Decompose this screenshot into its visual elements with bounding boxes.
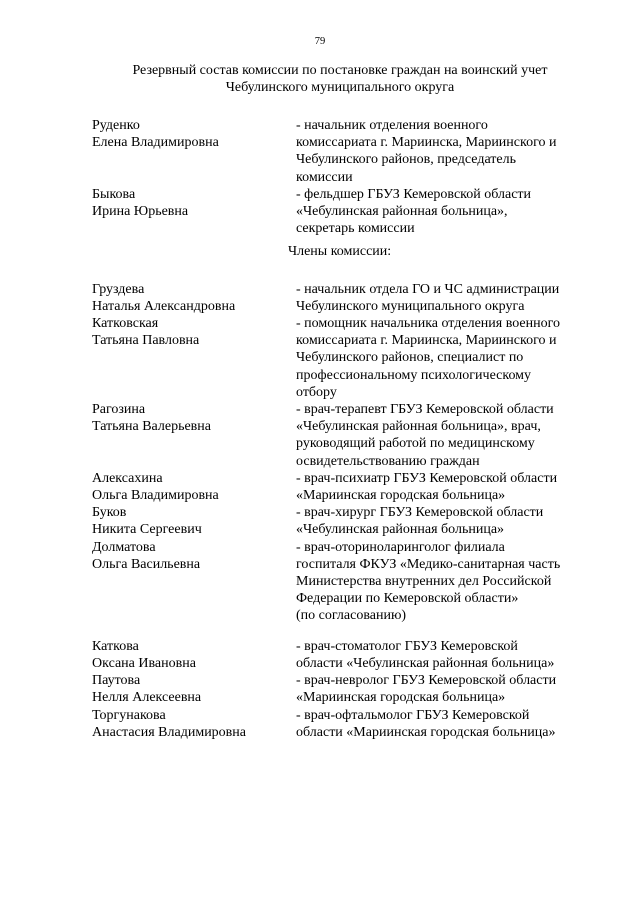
member-name: Груздева Наталья Александровна xyxy=(92,281,236,314)
member-name: Руденко Елена Владимировна xyxy=(92,118,219,151)
list-item xyxy=(92,672,592,706)
member-name: Быкова Ирина Юрьевна xyxy=(92,186,189,220)
list-item xyxy=(92,504,592,538)
member-role: - начальник отделения военного комиссариата г. Мариинска, Мариинского и Чебулинского районов, председатель комиссии xyxy=(296,118,557,185)
list-item xyxy=(92,539,592,625)
list-item xyxy=(92,117,592,186)
member-name: Рагозина Татьяна Валерьевна xyxy=(92,402,211,435)
members-heading: Члены комиссии: xyxy=(288,244,392,260)
member-role: - врач-психиатр ГБУЗ Кемеровской области «Мариинская городская больница» xyxy=(296,470,558,504)
list-item xyxy=(92,315,592,401)
title-line-1: Резервный состав комиссии по постановке граждан на воинский учет xyxy=(132,63,548,78)
member-role: - врач-офтальмолог ГБУЗ Кемеровской области «Мариинская городская больница» xyxy=(296,707,556,740)
document-title xyxy=(0,62,640,96)
member-name: Каткова Оксана Ивановна xyxy=(92,638,196,671)
commission-list xyxy=(92,117,592,741)
list-item xyxy=(92,638,592,672)
list-item xyxy=(92,186,592,238)
member-name: Алексахина Ольга Владимировна xyxy=(92,470,219,504)
member-role: - помощник начальника отделения военного комиссариата г. Мариинска, Мариинского и Чебулинского районов, специалист по профессиональному психологическому отбору xyxy=(296,316,560,400)
member-role: - врач-оториноларинголог филиала госпиталя ФКУЗ «Медико-санитарная часть Министерства внутренних дел Российской Федерации по Кемеровской области» (по согласованию) xyxy=(296,539,561,624)
title-line-2: Чебулинского муниципального округа xyxy=(225,80,455,95)
member-role: - начальник отдела ГО и ЧС администрации Чебулинского муниципального округа xyxy=(296,281,560,314)
list-item xyxy=(92,470,592,504)
member-name: Паутова Нелля Алексеевна xyxy=(92,673,202,706)
member-role: - врач-стоматолог ГБУЗ Кемеровской области «Чебулинская районная больница» xyxy=(296,638,555,671)
member-role: - врач-невролог ГБУЗ Кемеровской области «Мариинская городская больница» xyxy=(296,673,557,706)
list-item xyxy=(92,401,592,470)
list-item xyxy=(92,281,592,315)
member-role: - врач-терапевт ГБУЗ Кемеровской области «Чебулинская районная больница», врач, руководящий работой по медицинскому освидетельствованию граждан xyxy=(296,402,554,469)
member-role: - фельдшер ГБУЗ Кемеровской области «Чебулинская районная больница», секретарь комиссии xyxy=(296,186,532,237)
member-name: Катковская Татьяна Павловна xyxy=(92,316,200,349)
member-name: Торгунакова Анастасия Владимировна xyxy=(92,707,246,740)
list-item xyxy=(92,707,592,741)
page-number: 79 xyxy=(314,36,326,47)
member-name: Буков Никита Сергеевич xyxy=(92,505,202,538)
member-name: Долматова Ольга Васильевна xyxy=(92,539,201,572)
member-role: - врач-хирург ГБУЗ Кемеровской области «Чебулинская районная больница» xyxy=(296,505,544,538)
